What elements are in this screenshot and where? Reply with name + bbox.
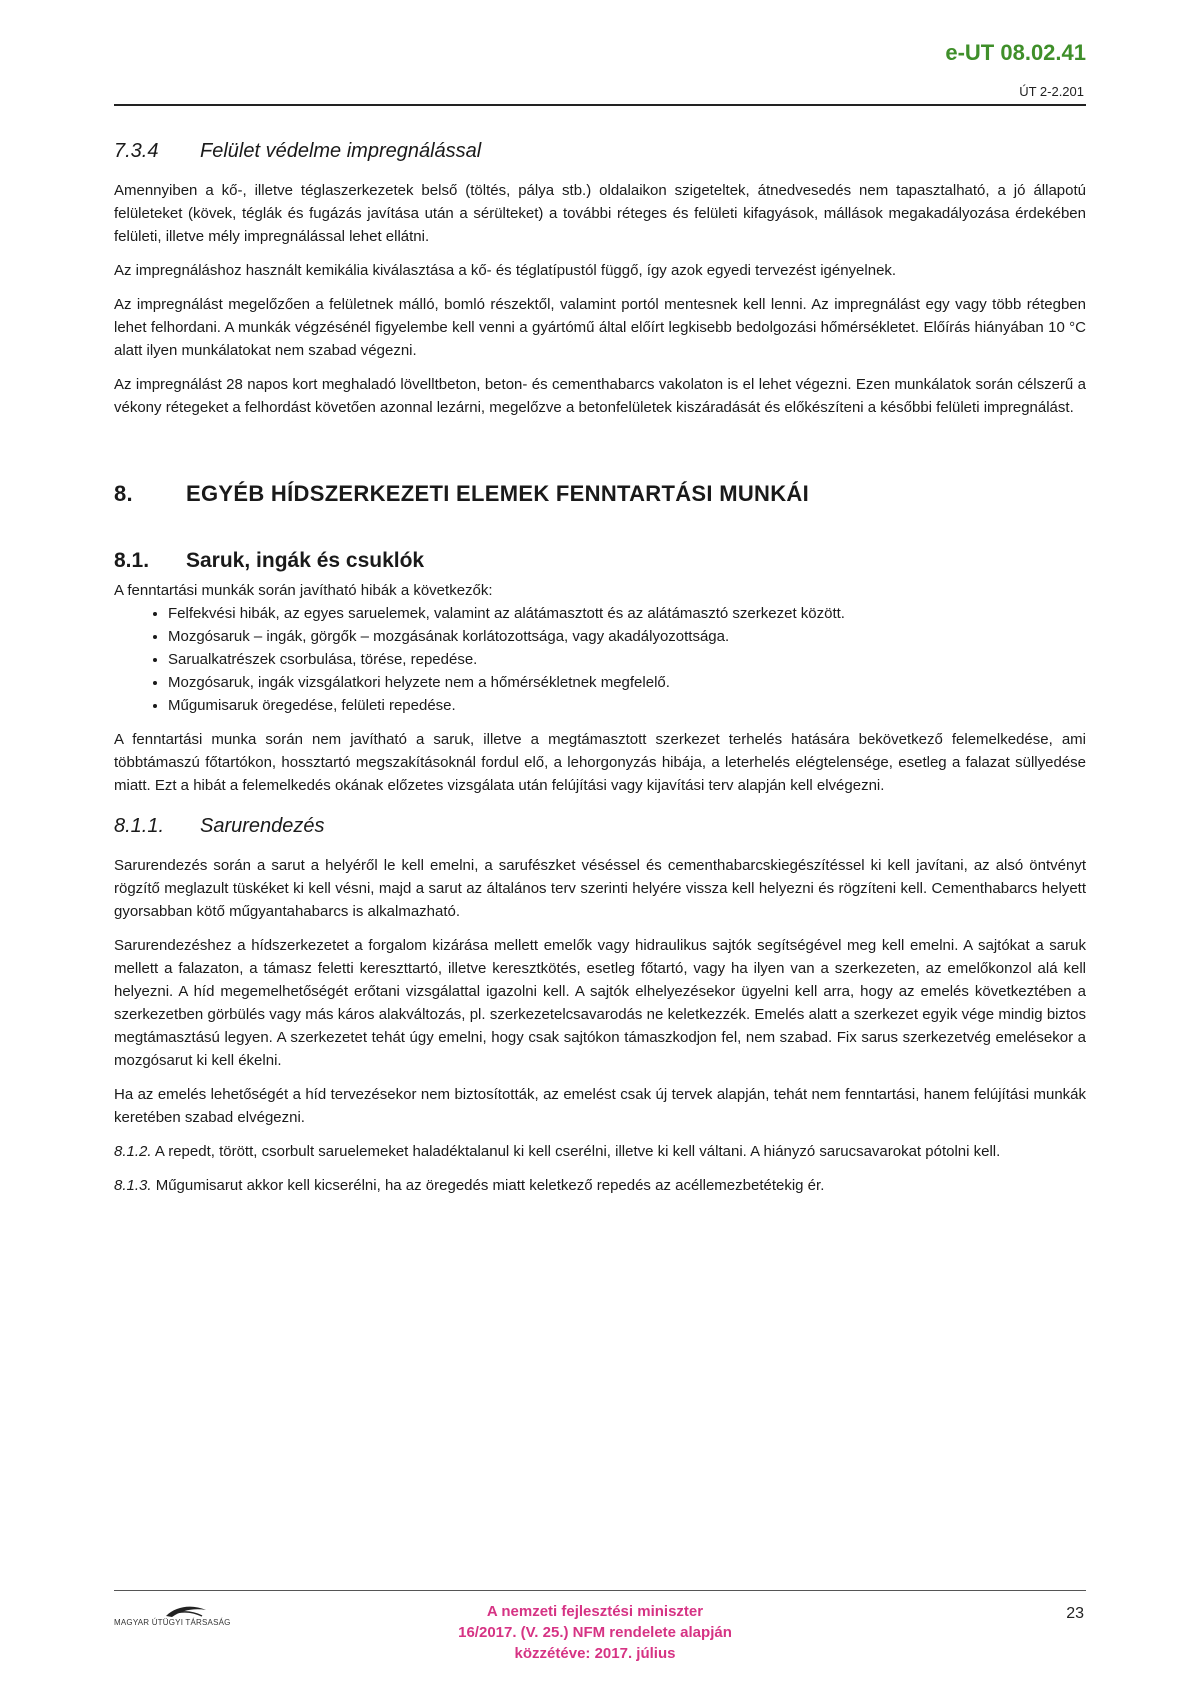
logo-text: MAGYAR ÚTÜGYI TÁRSASÁG — [114, 1618, 231, 1627]
paragraph-number: 8.1.3. — [114, 1177, 152, 1194]
paragraph-number: 8.1.2. — [114, 1143, 152, 1160]
page-content — [114, 140, 1086, 1208]
heading-number: 7.3.4 — [114, 140, 159, 162]
document-subcode: ÚT 2-2.201 — [1019, 84, 1084, 99]
paragraph-8-1-3 — [114, 1174, 1086, 1197]
list-item: • Mozgósaruk – ingák, görgők – mozgásának korlátozottsága, vagy akadályozottsága. — [168, 625, 1086, 648]
heading-8-1 — [114, 549, 1086, 573]
heading-number: 8.1.1. — [114, 815, 165, 837]
heading-number: 8.1. — [114, 549, 150, 572]
paragraph-8-1-2 — [114, 1140, 1086, 1163]
paragraph: A fenntartási munka során nem javítható a saruk, illetve a megtámasztott szerkezet terhelés hatására bekövetkező felemelkedése, ami többtámaszú főtartókon, hossztartó megszakításoknál fordul elő, a lehorgonyzás hibája, a leterhelés elégtelensége, esetleg a falazat süllyedése miatt. Ezt a hibát a felemelkedés okának előzetes vizsgálata után felújítási vagy kijavítási terv alapján kell elvégezni. — [114, 731, 1086, 794]
heading-title: Sarurendezés — [200, 815, 325, 837]
list-item: • Műgumisaruk öregedése, felületi repedése. — [168, 694, 1086, 717]
paragraph: Sarurendezés során a sarut a helyéről le kell emelni, a sarufészket véséssel és cementhabarcskiegészítéssel ki kell javítani, az alsó öntvényt rögzítő meglazult tüskéket ki kell vésni, majd a sarut az általános terv szerinti helyére vissza kell helyezni és rögzíteni kell. Cementhabarcs helyett gyorsabban kötő műgyantahabarcs is alkalmazható. — [114, 857, 1086, 920]
heading-8 — [114, 481, 1086, 507]
paragraph: Ha az emelés lehetőségét a híd tervezésekor nem biztosították, az emelést csak új tervek alapján, tehát nem fenntartási, hanem felújítási munkák keretében szabad elvégezni. — [114, 1086, 1086, 1126]
defect-list — [114, 602, 1086, 717]
paragraph: Az impregnáláshoz használt kemikália kiválasztása a kő- és téglatípustól függő, így azok egyedi tervezést igényelnek. — [114, 262, 897, 279]
heading-8-1-1 — [114, 815, 1086, 838]
paragraph-text: Műgumisarut akkor kell kicserélni, ha az öregedés miatt keletkező repedés az acéllemezbetétekig ér. — [151, 1177, 825, 1194]
heading-7-3-4 — [114, 140, 1086, 163]
header-rule — [114, 104, 1086, 106]
document-code: e-UT 08.02.41 — [945, 40, 1086, 65]
footer-rule — [114, 1590, 1086, 1591]
paragraph: Amennyiben a kő-, illetve téglaszerkezetek belső (töltés, pálya stb.) oldalaikon szigeteltek, átnedvesedés nem tapasztalható, a jó állapotú felületeket (kövek, téglák és fugázás javítása után a sérülteket) a további réteges és felületi kifagyások, mállások megakadályozása érdekében felületi, illetve mély impregnálással lehet ellátni. — [114, 182, 1086, 245]
footer-line: A nemzeti fejlesztési miniszter — [486, 1603, 704, 1620]
footer-line: 16/2017. (V. 25.) NFM rendelete alapján — [458, 1624, 732, 1641]
paragraph-text: A repedt, törött, csorbult saruelemeket haladéktalanul ki kell cserélni, illetve ki kell váltani. A hiányzó sarucsavarokat pótolni kell. — [151, 1143, 1001, 1160]
list-intro: A fenntartási munkák során javítható hibák a következők: — [114, 582, 493, 599]
heading-title: Felület védelme impregnálással — [200, 140, 482, 162]
list-item: • Mozgósaruk, ingák vizsgálatkori helyzete nem a hőmérsékletnek megfelelő. — [168, 671, 1086, 694]
footer-notice — [0, 1601, 1190, 1664]
heading-title: EGYÉB HÍDSZERKEZETI ELEMEK FENNTARTÁSI MUNKÁI — [186, 481, 810, 506]
list-item: • Felfekvési hibák, az egyes saruelemek, valamint az alátámasztott és az alátámasztó szerkezet között. — [168, 602, 1086, 625]
page-number: 23 — [1066, 1605, 1084, 1622]
paragraph: Az impregnálást megelőzően a felületnek málló, bomló részektől, valamint portól mentesnek kell lenni. Az impregnálást egy vagy több rétegben lehet felhordani. A munkák végzésénél figyelembe kell venni a gyártómű által előírt legkisebb bedolgozási hőmérsékletet. Előírás hiányában 10 °C alatt ilyen munkálatokat nem szabad végezni. — [114, 296, 1086, 359]
footer-line: közzétéve: 2017. július — [514, 1645, 676, 1662]
paragraph: Az impregnálást 28 napos kort meghaladó lövelltbeton, beton- és cementhabarcs vakolaton is el lehet végezni. Ezen munkálatok során célszerű a vékony rétegeket a felhordást követően azonnal lezárni, megelőzve a betonfelületek kiszáradását és előkészíteni a későbbi felületi impregnálást. — [114, 376, 1086, 416]
list-item: • Sarualkatrészek csorbulása, törése, repedése. — [168, 648, 1086, 671]
paragraph: Sarurendezéshez a hídszerkezetet a forgalom kizárása mellett emelők vagy hidraulikus sajtók segítségével meg kell emelni. A sajtókat a saruk mellett a falazaton, a támasz feletti kereszttartó, illetve keresztkötés, esetleg főtartó, vagy ha ilyen van a szerkezeten, az emelőkonzol alá kell helyezni. A híd megemelhetőségét erőtani vizsgálattal igazolni kell. A sajtók elhelyezésekor ügyelni kell arra, hogy az emelés következtében a szerkezetben görbülés vagy más káros alakváltozás, pl. szerkezetelcsavarodás ne keletkezzék. Emelés alatt a szerkezet egyik vége mindig biztos megtámasztású legyen. A szerkezetet tehát úgy emelni, hogy csak sajtókon támaszkodjon fel, nem szabad. Fix sarus szerkezetvég emelésekor a mozgósarut ki kell ékelni. — [114, 937, 1086, 1069]
heading-title: Saruk, ingák és csuklók — [186, 549, 425, 572]
heading-number: 8. — [114, 481, 133, 506]
